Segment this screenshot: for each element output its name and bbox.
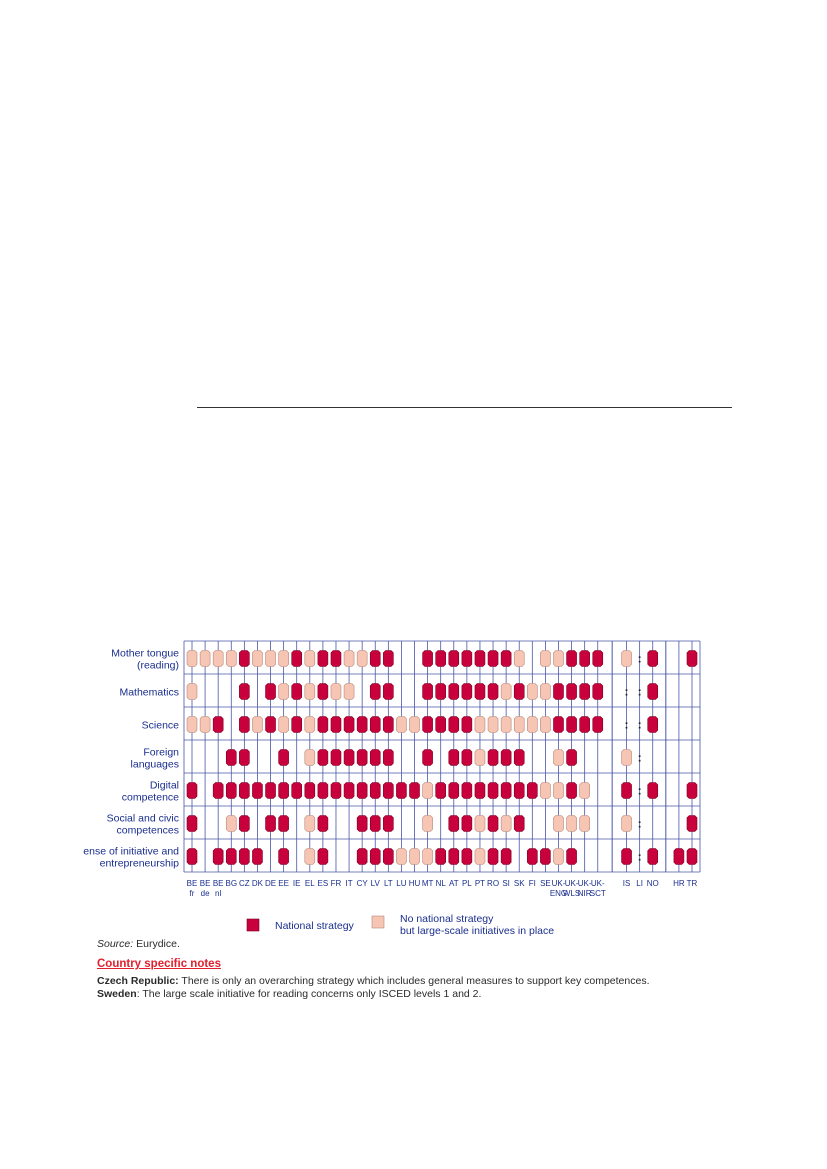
country-code-label: MT bbox=[421, 879, 434, 888]
large-scale-initiative-mark bbox=[527, 684, 537, 700]
national-strategy-mark bbox=[383, 849, 393, 865]
country-code-label: UK-NIR bbox=[577, 879, 592, 898]
national-strategy-mark bbox=[226, 849, 236, 865]
country-code-label: LU bbox=[396, 879, 407, 888]
data-not-available-mark: : bbox=[637, 717, 642, 732]
national-strategy-mark bbox=[501, 750, 511, 766]
national-strategy-mark bbox=[239, 849, 249, 865]
national-strategy-mark bbox=[488, 750, 498, 766]
national-strategy-mark bbox=[331, 717, 341, 733]
legend-national-label: National strategy bbox=[275, 920, 354, 932]
data-not-available-mark: : bbox=[637, 849, 642, 864]
large-scale-initiative-mark bbox=[305, 684, 315, 700]
national-strategy-mark bbox=[514, 816, 524, 832]
large-scale-initiative-mark bbox=[501, 717, 511, 733]
national-strategy-mark bbox=[383, 750, 393, 766]
large-scale-initiative-mark bbox=[514, 717, 524, 733]
data-not-available-mark: : bbox=[637, 783, 642, 798]
data-not-available-mark: : bbox=[637, 750, 642, 765]
national-strategy-mark bbox=[527, 783, 537, 799]
row-label: Foreign languages bbox=[130, 746, 179, 771]
large-scale-initiative-mark bbox=[475, 717, 485, 733]
national-strategy-mark bbox=[436, 651, 446, 667]
country-code-label: LV bbox=[370, 879, 380, 888]
row-label: ense of initiative and entrepreneurship bbox=[83, 845, 179, 870]
national-strategy-mark bbox=[514, 684, 524, 700]
national-strategy-mark bbox=[318, 651, 328, 667]
national-strategy-mark bbox=[527, 849, 537, 865]
national-strategy-mark bbox=[436, 849, 446, 865]
national-strategy-mark bbox=[383, 783, 393, 799]
large-scale-initiative-mark bbox=[622, 750, 632, 766]
national-strategy-mark bbox=[567, 783, 577, 799]
national-strategy-mark bbox=[370, 750, 380, 766]
data-not-available-mark: : bbox=[624, 717, 629, 732]
national-strategy-mark bbox=[436, 717, 446, 733]
national-strategy-mark bbox=[580, 651, 590, 667]
national-strategy-mark bbox=[449, 717, 459, 733]
national-strategy-mark bbox=[423, 717, 433, 733]
national-strategy-mark bbox=[357, 717, 367, 733]
large-scale-initiative-mark bbox=[305, 717, 315, 733]
country-code-label: BE fr bbox=[186, 879, 198, 898]
large-scale-initiative-mark bbox=[344, 684, 354, 700]
national-strategy-mark bbox=[239, 783, 249, 799]
large-scale-initiative-mark bbox=[226, 816, 236, 832]
national-strategy-mark bbox=[622, 849, 632, 865]
national-strategy-mark bbox=[357, 849, 367, 865]
large-scale-initiative-mark bbox=[580, 816, 590, 832]
national-strategy-mark bbox=[674, 849, 684, 865]
country-code-label: LI bbox=[636, 879, 643, 888]
national-strategy-mark bbox=[580, 717, 590, 733]
national-strategy-mark bbox=[331, 750, 341, 766]
national-strategy-mark bbox=[357, 750, 367, 766]
large-scale-initiative-mark bbox=[567, 816, 577, 832]
national-strategy-mark bbox=[593, 651, 603, 667]
national-strategy-mark bbox=[462, 717, 472, 733]
large-scale-initiative-mark bbox=[279, 717, 289, 733]
country-code-label: EL bbox=[304, 879, 315, 888]
national-strategy-mark bbox=[279, 849, 289, 865]
national-strategy-mark bbox=[501, 849, 511, 865]
national-strategy-mark bbox=[648, 651, 658, 667]
large-scale-initiative-mark bbox=[540, 783, 550, 799]
country-code-label: DE bbox=[264, 879, 277, 888]
national-strategy-mark bbox=[213, 849, 223, 865]
national-strategy-mark bbox=[449, 783, 459, 799]
national-strategy-mark bbox=[567, 849, 577, 865]
national-strategy-mark bbox=[318, 684, 328, 700]
country-code-label: BE de bbox=[199, 879, 211, 898]
national-strategy-mark bbox=[449, 816, 459, 832]
national-strategy-mark bbox=[318, 750, 328, 766]
source-label: Source: bbox=[97, 938, 134, 950]
national-strategy-mark bbox=[279, 750, 289, 766]
national-strategy-mark bbox=[187, 783, 197, 799]
country-code-label: CZ bbox=[239, 879, 250, 888]
national-strategy-mark bbox=[370, 651, 380, 667]
national-strategy-mark bbox=[383, 816, 393, 832]
national-strategy-mark bbox=[292, 684, 302, 700]
national-strategy-mark bbox=[687, 816, 697, 832]
country-code-label: SE bbox=[540, 879, 551, 888]
large-scale-initiative-mark bbox=[252, 651, 262, 667]
country-code-label: FR bbox=[330, 879, 342, 888]
large-scale-initiative-mark bbox=[279, 651, 289, 667]
legend-national-swatch bbox=[247, 919, 259, 931]
national-strategy-mark bbox=[213, 717, 223, 733]
country-code-label: DK bbox=[251, 879, 264, 888]
national-strategy-mark bbox=[593, 684, 603, 700]
country-code-label: CY bbox=[356, 879, 368, 888]
country-code-label: HR bbox=[673, 879, 685, 888]
large-scale-initiative-mark bbox=[187, 651, 197, 667]
large-scale-initiative-mark bbox=[475, 849, 485, 865]
large-scale-initiative-mark bbox=[266, 651, 276, 667]
large-scale-initiative-mark bbox=[501, 816, 511, 832]
large-scale-initiative-mark bbox=[226, 651, 236, 667]
national-strategy-mark bbox=[449, 651, 459, 667]
national-strategy-mark bbox=[462, 750, 472, 766]
national-strategy-mark bbox=[449, 684, 459, 700]
country-code-label: LT bbox=[383, 879, 393, 888]
row-label: Social and civic competences bbox=[106, 812, 179, 837]
country-code-label: UK-SCT bbox=[589, 879, 606, 898]
large-scale-initiative-mark bbox=[553, 651, 563, 667]
national-strategy-mark bbox=[540, 849, 550, 865]
large-scale-initiative-mark bbox=[410, 849, 420, 865]
national-strategy-mark bbox=[292, 783, 302, 799]
national-strategy-mark bbox=[622, 783, 632, 799]
national-strategy-mark bbox=[423, 651, 433, 667]
national-strategy-mark bbox=[266, 717, 276, 733]
national-strategy-mark bbox=[567, 717, 577, 733]
legend-initiative-swatch bbox=[372, 916, 384, 928]
large-scale-initiative-mark bbox=[553, 750, 563, 766]
country-code-label: UK-WLS bbox=[562, 879, 581, 898]
note-country: Sweden bbox=[97, 988, 137, 1000]
large-scale-initiative-mark bbox=[396, 849, 406, 865]
large-scale-initiative-mark bbox=[423, 849, 433, 865]
national-strategy-mark bbox=[331, 651, 341, 667]
country-code-label: HU bbox=[408, 879, 421, 888]
country-code-label: SK bbox=[513, 879, 525, 888]
national-strategy-mark bbox=[475, 651, 485, 667]
country-code-label: IT bbox=[345, 879, 353, 888]
note-czech-republic bbox=[97, 975, 650, 987]
large-scale-initiative-mark bbox=[357, 651, 367, 667]
national-strategy-mark bbox=[514, 750, 524, 766]
country-code-label: RO bbox=[487, 879, 500, 888]
national-strategy-mark bbox=[514, 783, 524, 799]
row-label: Science bbox=[141, 719, 179, 732]
national-strategy-mark bbox=[370, 717, 380, 733]
large-scale-initiative-mark bbox=[305, 750, 315, 766]
national-strategy-mark bbox=[687, 651, 697, 667]
national-strategy-mark bbox=[370, 783, 380, 799]
large-scale-initiative-mark bbox=[396, 717, 406, 733]
national-strategy-mark bbox=[213, 783, 223, 799]
national-strategy-mark bbox=[318, 717, 328, 733]
large-scale-initiative-mark bbox=[580, 783, 590, 799]
large-scale-initiative-mark bbox=[527, 717, 537, 733]
national-strategy-mark bbox=[383, 684, 393, 700]
national-strategy-mark bbox=[239, 750, 249, 766]
national-strategy-mark bbox=[553, 684, 563, 700]
country-code-label: ES bbox=[317, 879, 329, 888]
national-strategy-mark bbox=[567, 684, 577, 700]
large-scale-initiative-mark bbox=[540, 717, 550, 733]
national-strategy-mark bbox=[462, 849, 472, 865]
national-strategy-mark bbox=[648, 849, 658, 865]
large-scale-initiative-mark bbox=[553, 816, 563, 832]
note-country: Czech Republic: bbox=[97, 975, 179, 987]
large-scale-initiative-mark bbox=[501, 684, 511, 700]
national-strategy-mark bbox=[252, 849, 262, 865]
row-label: Mother tongue (reading) bbox=[111, 647, 179, 672]
national-strategy-mark bbox=[318, 849, 328, 865]
national-strategy-mark bbox=[187, 816, 197, 832]
national-strategy-mark bbox=[344, 750, 354, 766]
large-scale-initiative-mark bbox=[331, 684, 341, 700]
legend-initiative-label: No national strategy but large-scale initiatives in place bbox=[400, 913, 555, 937]
national-strategy-mark bbox=[687, 849, 697, 865]
national-strategy-mark bbox=[436, 684, 446, 700]
country-code-label: EE bbox=[278, 879, 289, 888]
national-strategy-mark bbox=[687, 783, 697, 799]
country-code-label: BG bbox=[225, 879, 238, 888]
national-strategy-mark bbox=[462, 684, 472, 700]
data-not-available-mark: : bbox=[637, 684, 642, 699]
country-code-label: IS bbox=[622, 879, 631, 888]
national-strategy-mark bbox=[580, 684, 590, 700]
national-strategy-mark bbox=[449, 750, 459, 766]
large-scale-initiative-mark bbox=[213, 651, 223, 667]
national-strategy-mark bbox=[266, 816, 276, 832]
large-scale-initiative-mark bbox=[344, 651, 354, 667]
large-scale-initiative-mark bbox=[200, 651, 210, 667]
source-text: Eurydice. bbox=[136, 938, 180, 950]
national-strategy-mark bbox=[331, 783, 341, 799]
large-scale-initiative-mark bbox=[305, 849, 315, 865]
large-scale-initiative-mark bbox=[200, 717, 210, 733]
country-code-label: PL bbox=[461, 879, 472, 888]
large-scale-initiative-mark bbox=[553, 849, 563, 865]
national-strategy-mark bbox=[279, 783, 289, 799]
country-code-label: IE bbox=[292, 879, 301, 888]
national-strategy-mark bbox=[305, 783, 315, 799]
source-line bbox=[97, 938, 180, 950]
country-code-label: NO bbox=[646, 879, 659, 888]
national-strategy-mark bbox=[344, 783, 354, 799]
national-strategy-mark bbox=[318, 816, 328, 832]
large-scale-initiative-mark bbox=[252, 717, 262, 733]
large-scale-initiative-mark bbox=[475, 816, 485, 832]
national-strategy-mark bbox=[593, 717, 603, 733]
national-strategy-mark bbox=[488, 849, 498, 865]
national-strategy-mark bbox=[462, 816, 472, 832]
large-scale-initiative-mark bbox=[423, 783, 433, 799]
national-strategy-mark bbox=[370, 816, 380, 832]
large-scale-initiative-mark bbox=[488, 717, 498, 733]
national-strategy-mark bbox=[357, 783, 367, 799]
national-strategy-mark bbox=[292, 651, 302, 667]
national-strategy-mark bbox=[383, 717, 393, 733]
national-strategy-mark bbox=[252, 783, 262, 799]
national-strategy-mark bbox=[370, 849, 380, 865]
national-strategy-mark bbox=[462, 651, 472, 667]
national-strategy-mark bbox=[648, 783, 658, 799]
national-strategy-mark bbox=[187, 849, 197, 865]
national-strategy-mark bbox=[488, 816, 498, 832]
large-scale-initiative-mark bbox=[187, 717, 197, 733]
national-strategy-mark bbox=[648, 717, 658, 733]
large-scale-initiative-mark bbox=[423, 816, 433, 832]
national-strategy-mark bbox=[475, 684, 485, 700]
large-scale-initiative-mark bbox=[410, 717, 420, 733]
country-code-label: SI bbox=[502, 879, 510, 888]
national-strategy-mark bbox=[423, 750, 433, 766]
country-code-label: BE nl bbox=[212, 879, 224, 898]
national-strategy-mark bbox=[567, 750, 577, 766]
national-strategy-mark bbox=[462, 783, 472, 799]
national-strategy-mark bbox=[648, 684, 658, 700]
country-code-label: FI bbox=[528, 879, 536, 888]
country-code-label: UK-ENG bbox=[549, 879, 568, 898]
national-strategy-mark bbox=[266, 684, 276, 700]
national-strategy-mark bbox=[226, 783, 236, 799]
national-strategy-mark bbox=[436, 783, 446, 799]
national-strategy-mark bbox=[501, 651, 511, 667]
national-strategy-mark bbox=[239, 717, 249, 733]
large-scale-initiative-mark bbox=[540, 651, 550, 667]
note-text: There is only an overarching strategy which includes general measures to support key competences. bbox=[181, 975, 650, 987]
national-strategy-mark bbox=[357, 816, 367, 832]
national-strategy-mark bbox=[239, 816, 249, 832]
large-scale-initiative-mark bbox=[514, 651, 524, 667]
national-strategy-mark bbox=[318, 783, 328, 799]
national-strategy-mark bbox=[475, 783, 485, 799]
national-strategy-mark bbox=[292, 717, 302, 733]
national-strategy-mark bbox=[396, 783, 406, 799]
large-scale-initiative-mark bbox=[553, 783, 563, 799]
large-scale-initiative-mark bbox=[622, 651, 632, 667]
national-strategy-mark bbox=[488, 651, 498, 667]
note-sweden bbox=[97, 988, 481, 1000]
data-not-available-mark: : bbox=[637, 816, 642, 831]
country-notes-title: Country specific notes bbox=[97, 958, 221, 970]
national-strategy-mark bbox=[239, 684, 249, 700]
note-text: : The large scale initiative for reading concerns only ISCED levels 1 and 2. bbox=[136, 988, 482, 1000]
country-code-label: PT bbox=[474, 879, 486, 888]
country-code-label: NL bbox=[435, 879, 446, 888]
national-strategy-mark bbox=[410, 783, 420, 799]
national-strategy-mark bbox=[370, 684, 380, 700]
national-strategy-mark bbox=[501, 783, 511, 799]
large-scale-initiative-mark bbox=[475, 750, 485, 766]
large-scale-initiative-mark bbox=[187, 684, 197, 700]
national-strategy-mark bbox=[266, 783, 276, 799]
data-not-available-mark: : bbox=[624, 684, 629, 699]
country-code-label: TR bbox=[686, 879, 698, 888]
national-strategy-mark bbox=[279, 816, 289, 832]
national-strategy-mark bbox=[488, 684, 498, 700]
national-strategy-mark bbox=[488, 783, 498, 799]
national-strategy-mark bbox=[567, 651, 577, 667]
national-strategy-mark bbox=[553, 717, 563, 733]
national-strategy-mark bbox=[239, 651, 249, 667]
national-strategy-mark bbox=[423, 684, 433, 700]
large-scale-initiative-mark bbox=[540, 684, 550, 700]
national-strategy-mark bbox=[226, 750, 236, 766]
national-strategy-mark bbox=[344, 717, 354, 733]
country-code-label: AT bbox=[448, 879, 459, 888]
row-label: Digital competence bbox=[121, 779, 179, 804]
large-scale-initiative-mark bbox=[305, 816, 315, 832]
national-strategy-mark bbox=[383, 651, 393, 667]
large-scale-initiative-mark bbox=[305, 651, 315, 667]
large-scale-initiative-mark bbox=[279, 684, 289, 700]
data-not-available-mark: : bbox=[637, 651, 642, 666]
national-strategy-mark bbox=[449, 849, 459, 865]
large-scale-initiative-mark bbox=[622, 816, 632, 832]
row-label: Mathematics bbox=[119, 686, 179, 699]
